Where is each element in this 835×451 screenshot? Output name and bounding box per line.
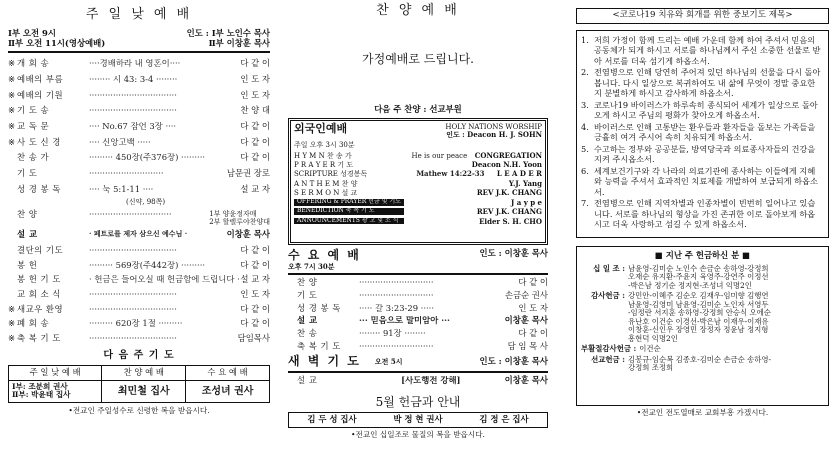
- order-row: [8, 169, 270, 179]
- prayer-item: [581, 100, 823, 121]
- offering-line: 오재순 유지환-주윤지 육영주-강연주 이정선: [628, 272, 769, 282]
- prayer-column: [570, 0, 835, 451]
- order-row: [8, 153, 270, 163]
- row-label: 찬 송 가: [17, 152, 50, 163]
- row-person: [209, 210, 270, 226]
- row-mark: ※: [8, 120, 16, 131]
- family-worship-notice: 가정예배로 드립니다.: [362, 51, 474, 66]
- offering-line: 흥현덕 익명2인: [628, 333, 678, 343]
- wed-detail: ········ 91장 ········: [359, 328, 426, 338]
- intl-label: ANNOUNCEMENTS 광 고 및 소 식: [294, 218, 404, 225]
- prayer-item: [581, 166, 823, 198]
- row-person: 찬 양 대: [240, 105, 270, 116]
- wed-person: 손금순 권사: [504, 289, 548, 300]
- offering-line: 유난호 이건순 이경선-박은남 이재우-이재유: [628, 316, 769, 326]
- wed-person: 다 같 이: [518, 277, 548, 288]
- prayer-item-number: 7.: [581, 198, 589, 209]
- intl-person: J a y p e: [510, 197, 542, 207]
- row-mark: ※: [8, 58, 16, 69]
- row-mark: ※: [8, 318, 16, 329]
- offering-names: [628, 265, 769, 291]
- offering-line: 김봉규-임순복 김종호-김미순 손금순 송하영-: [628, 354, 772, 364]
- wed-detail: ··· 믿음으로 말미암아 ···: [359, 316, 450, 326]
- intl-person: REV J.K. CHANG: [476, 188, 542, 198]
- intl-label: H Y M N 찬 송 가: [294, 151, 352, 160]
- row-person: 설 교 자: [240, 183, 270, 194]
- intl-label: OFFERING & PRAYER 헌금 및 기도: [294, 199, 404, 206]
- offering-line: 남윤영-김미순 노인수 손금순 송하영-강정희: [628, 263, 769, 273]
- intl-row: [294, 208, 542, 216]
- money-name: 김 정 은 집사: [479, 414, 529, 425]
- row-detail: · 헌금은 들어오실 때 헌금함에 드립니다 ·: [89, 275, 240, 285]
- row-detail: ···· 신앙고백 ·····: [89, 137, 151, 147]
- wed-row: [288, 304, 548, 314]
- footer-note: •전교인 십일조로 물질의 복을 받읍시다.: [351, 430, 485, 440]
- offering-line: 강민안-이혜주 김순오 김재우-임미향 김행연: [628, 291, 769, 301]
- praise-title: 찬 양 예 배: [376, 3, 460, 18]
- intl-person: CONGREGATION: [474, 150, 542, 160]
- row-mark: ※: [8, 136, 16, 147]
- intl-label: P R A Y E R 기 도: [294, 160, 354, 169]
- offering-line: 남윤영-김영미 남윤영-김미순 노인자 서영두: [628, 299, 769, 309]
- wed-label: 설 교: [297, 315, 318, 326]
- wed-label: 찬 양: [297, 277, 318, 288]
- row-label: 기 도: [17, 167, 38, 178]
- wed-detail: ····· 갈 3:23-29 ·····: [359, 303, 434, 313]
- money-title: 5월 헌금과 안내: [375, 394, 461, 409]
- prayer-item-text: 저희 가정이 함께 드리는 예배 가운데 함께 하여 주셔서 믿음의 공동체가 되게 하시고 서로를 하나님께서 주신 소중한 선물로 받아 서로를 더욱 섬기게 하옵소서.: [594, 34, 821, 66]
- dawn-time: 오전 5시: [374, 357, 403, 367]
- row-mark: ※: [8, 303, 16, 314]
- order-row: [8, 106, 270, 116]
- intl-person: REV J.K. CHANG: [476, 207, 542, 217]
- intl-name: 외국인예배: [294, 122, 348, 136]
- offering-title: ■ 지난 주 헌금하신 분 ■: [654, 249, 751, 260]
- row-detail: ·································: [89, 289, 177, 299]
- intl-person: Deacon N.H. Yoon: [471, 159, 542, 169]
- row-label: 교 회 소 식: [17, 288, 61, 299]
- row-label: 사 도 신 경: [17, 136, 61, 147]
- intl-detail: Mathew 14:22-33: [416, 170, 485, 179]
- dawn-title: 새 벽 기 도: [288, 354, 361, 369]
- next-week-prayer-table: [8, 365, 270, 403]
- prayer-item-number: 2.: [581, 67, 589, 78]
- wed-time: 오후 7시 30분: [288, 262, 335, 272]
- row-person: 다 같 이: [240, 152, 270, 163]
- intl-label: S E R M O N 설 교: [294, 189, 358, 198]
- prayer-item-text: 수고하는 정부와 공공분들, 방역당국과 의료종사자들의 건강을 지켜 주시옵소서.: [594, 143, 816, 165]
- offering-groups: [581, 265, 824, 373]
- row-detail: ········· 620장 1절 ·········: [89, 319, 183, 329]
- row-mark: ※: [8, 73, 16, 84]
- wed-rows: [288, 278, 548, 351]
- prayer-item: [581, 122, 823, 143]
- wed-label: 성 경 봉 독: [297, 302, 341, 313]
- wed-label: 축 복 기 도: [297, 340, 341, 351]
- offering-label: 십 일 조 :: [593, 263, 625, 273]
- offering-names: [639, 345, 660, 354]
- wed-person: 다 같 이: [518, 327, 548, 338]
- divider: [8, 51, 270, 53]
- prayer-item-text: 코로나19 바이러스가 하루속히 종식되어 세계가 일상으로 돌아오게 하시고 주님의 평화가 찾아오게 하옵소서.: [594, 99, 818, 121]
- row-label: 봉 헌 기 도: [17, 274, 61, 285]
- offering-line: 이창훈-신인우 장영민 장정자 정윤남 정지형: [628, 325, 769, 335]
- intl-rows: [294, 152, 542, 226]
- offering-line: -임정란 서지훈 송하영-강정희 안승식 오에순: [628, 308, 771, 318]
- intl-worship-box: [288, 118, 548, 245]
- offering-line: -박은남 정기순 정지현-조성녀 익명2인: [628, 280, 752, 290]
- row-label: 설 교: [17, 229, 38, 240]
- row-detail: · 페트로를 제자 삼으신 예수님 ·: [89, 230, 188, 239]
- prayer-item-number: 4.: [581, 121, 589, 132]
- offering-group: [581, 292, 824, 343]
- choir-2: 2부 할렐루야찬양대: [209, 218, 270, 227]
- row-detail: ········· 569장(주442장) ·········: [89, 260, 206, 270]
- row-person: 이창훈 목사: [226, 229, 270, 240]
- table-header: 주 일 낮 예 배: [9, 366, 102, 381]
- table-cell-line: Ⅱ부: 박윤태 집사: [12, 390, 71, 400]
- money-name: 김 두 성 집사: [307, 414, 357, 425]
- row-person: 인 도 자: [240, 89, 270, 100]
- row-person: 인 도 자: [240, 288, 270, 299]
- order-row: [8, 275, 270, 285]
- wed-title: 수 요 예 배: [288, 248, 361, 263]
- dawn-header: [288, 355, 548, 369]
- intl-row: [294, 170, 542, 178]
- dawn-row-right: 이창훈 목사: [504, 374, 548, 385]
- order-row: [8, 319, 270, 329]
- order-row: [8, 185, 270, 195]
- service-1-time: Ⅰ부 오전 9시: [8, 27, 56, 38]
- next-week-title: 다 음 주 기 도: [103, 349, 175, 361]
- table-cell: 조성녀 권사: [186, 380, 270, 402]
- sunday-worship-column: [0, 0, 278, 451]
- wed-person: 담 임 목 사: [507, 340, 548, 351]
- footer-note: •전교인 전도열매로 교회부흥 가겠시다.: [636, 407, 769, 417]
- prayer-title: <코로나19 치유와 회개를 위한 중보기도 제목>: [576, 8, 829, 24]
- intl-header-right: [445, 123, 542, 139]
- wed-label: 기 도: [297, 289, 318, 300]
- row-person: 인 도 자: [240, 73, 270, 84]
- wed-row: [288, 342, 548, 352]
- intl-header: [294, 123, 542, 139]
- row-person: 다 같 이: [240, 259, 270, 270]
- praise-worship-column: [282, 0, 554, 451]
- table-cell: 최민철 집사: [102, 380, 186, 402]
- row-detail: ·······························: [89, 210, 172, 220]
- row-mark: ※: [8, 332, 16, 343]
- wed-row: [288, 329, 548, 339]
- order-row: [8, 122, 270, 132]
- order-row: [8, 210, 270, 226]
- row-detail: ········ 시 43: 3-4 ········: [89, 74, 178, 84]
- prayer-item: [581, 198, 823, 230]
- offering-line: 이건순: [639, 344, 661, 354]
- intl-time: 주일 오후 3시 30분: [294, 141, 355, 150]
- row-label: 예배의 기원: [17, 89, 64, 100]
- prayer-item-text: 전염병으로 인해 당연히 주어져 있던 하나님의 선물을 다시 돌아봅니다. 다시 일상으로 복귀하여도 내 삶에 무엇이 정말 중요한지 분별하게 하시고 감사하게 하옵소서.: [594, 67, 821, 99]
- row-mark: ※: [8, 89, 16, 100]
- table-cell: [9, 380, 102, 402]
- intl-label: SCRIPTURE 성경봉독: [294, 170, 368, 179]
- wed-detail: ····························: [359, 278, 434, 288]
- row-person: 다 같 이: [240, 318, 270, 329]
- prayer-item-number: 1.: [581, 34, 589, 45]
- intl-row: [294, 152, 542, 160]
- offering-group: [581, 265, 824, 291]
- order-row: [8, 59, 270, 69]
- row-person: 담임목사: [237, 332, 270, 343]
- sunday-title: 주 일 낮 예 배: [85, 7, 193, 22]
- wed-detail: ····························: [359, 290, 434, 300]
- order-row: [8, 138, 270, 148]
- order-of-worship: [8, 59, 270, 343]
- next-choir: 다음 주 찬양 : 선교부원: [374, 103, 462, 114]
- intl-leader: 인도 : Deacon H. J. SOHN: [446, 130, 542, 140]
- prayer-item-number: 3.: [581, 99, 589, 110]
- intl-eng-title: HOLY NATIONS WORSHIP: [445, 123, 542, 132]
- row-person: 다 같 이: [240, 303, 270, 314]
- wed-row: [288, 278, 548, 288]
- footer-note: •전교인 주일성수로 신령한 복을 받읍시다.: [68, 406, 210, 416]
- service-1-leader: 인도 : Ⅰ부 노인수 목사: [186, 27, 270, 38]
- service-row-2: [8, 39, 270, 52]
- wed-person: 인 도 자: [518, 302, 548, 313]
- dawn-leader: 인도 : 이창훈 목사: [479, 356, 548, 367]
- offering-group: [581, 345, 824, 354]
- row-detail: ·································: [89, 245, 177, 255]
- prayer-list: [581, 35, 823, 230]
- table-header: 수 요 예 배: [186, 366, 270, 381]
- row-detail: ········· 450장(주376장) ·········: [89, 153, 206, 163]
- prayer-item: [581, 35, 823, 67]
- row-label: 새교우 환영: [17, 303, 64, 314]
- prayer-item: [581, 144, 823, 165]
- row-detail: ···· 눅 5:1-11 ····: [89, 184, 154, 194]
- offering-label: 부활절감사헌금 :: [581, 344, 637, 354]
- order-row: [8, 305, 270, 315]
- wed-leader: 인도 : 이창훈 목사: [479, 248, 548, 259]
- intl-row: [294, 180, 542, 188]
- row-label: 봉 헌: [17, 259, 38, 270]
- offering-label: 감사헌금 :: [591, 291, 625, 301]
- row-person: 다 같 이: [240, 244, 270, 255]
- row-detail: ·································: [89, 106, 177, 116]
- service-2-leader: Ⅱ부 이창훈 목사: [208, 37, 270, 48]
- intl-label: BENEDICTION 축 복 기 도: [294, 208, 404, 215]
- row-label: 축 복 기 도: [17, 332, 61, 343]
- row-mark: ※: [8, 105, 16, 116]
- row-label: 결단의 기도: [17, 244, 64, 255]
- row-detail: ·································: [89, 304, 177, 314]
- wed-person: 이창훈 목사: [504, 315, 548, 326]
- dawn-row-mid: [사도행전 강해]: [401, 375, 461, 385]
- prayer-item: [581, 67, 823, 99]
- intl-label: A N T H E M 찬 양: [294, 179, 358, 188]
- prayer-item-number: 6.: [581, 165, 589, 176]
- row-label: 개 회 송: [17, 58, 50, 69]
- wed-label: 찬 송: [297, 327, 318, 338]
- money-name: 박 정 현 권사: [393, 414, 443, 425]
- wed-row: [288, 291, 548, 301]
- row-label: 기 도 송: [17, 105, 50, 116]
- offering-line: 강정희 조정희: [628, 363, 674, 373]
- row-detail: ····경배하라 내 영혼이····: [89, 59, 181, 69]
- intl-detail: He is our peace: [411, 151, 468, 160]
- row-person: 다 같 이: [240, 136, 270, 147]
- money-names: [288, 412, 548, 428]
- offering-names: [628, 356, 771, 373]
- next-week-section: [8, 350, 270, 416]
- order-row: [8, 75, 270, 85]
- order-row: [8, 246, 270, 256]
- prayer-item-text: 세계보건기구와 각 나라의 의료기관에 종사하는 이들에게 지혜와 능력을 주셔서 효과적인 치료제를 개발하여 보급되게 하옵소서.: [594, 165, 818, 197]
- offering-label: 선교헌금 :: [591, 354, 625, 364]
- dawn-row: [288, 376, 548, 386]
- offering-box: [576, 246, 829, 406]
- prayer-item-text: 전염병으로 인해 지역차별과 인종차별이 빈번히 일어나고 있습니다. 서로를 하나님의 형상을 가진 존귀한 이로 돌아보게 하옵시고 더욱 사랑하고 섬길 수 있게 하옵소서.: [594, 198, 816, 230]
- intl-person: L E A D E R: [496, 169, 542, 179]
- intl-row: [294, 161, 542, 169]
- scripture-sub: (신약, 98쪽): [126, 198, 166, 207]
- row-label: 예배의 부름: [17, 73, 64, 84]
- intl-person: Elder S. H. CHO: [479, 216, 542, 226]
- row-detail: ···· No.67 잠언 3장 ····: [89, 121, 177, 131]
- row-label: 폐 회 송: [17, 318, 50, 329]
- order-row: [8, 91, 270, 101]
- prayer-item-text: 바이러스로 인해 고통받는 환우들과 환자들을 돌보는 가족들을 긍휼히 여겨 주시어 속히 치유되게 하옵소서.: [594, 121, 816, 143]
- prayer-list-box: [576, 30, 829, 238]
- offering-names: [628, 292, 771, 343]
- order-row: [8, 290, 270, 300]
- row-label: 교 독 문: [17, 120, 50, 131]
- row-person: 설 교 자: [240, 274, 270, 285]
- order-row: [8, 334, 270, 344]
- prayer-item-number: 5.: [581, 143, 589, 154]
- intl-row: [294, 218, 542, 226]
- divider: [288, 371, 548, 373]
- wed-row: [288, 316, 548, 326]
- intl-row: [294, 189, 542, 197]
- row-person: 남문권 장로: [226, 167, 270, 178]
- service-2-time: Ⅱ부 오전 11시(영상예배): [8, 37, 106, 48]
- intl-row: [294, 199, 542, 207]
- divider: [288, 273, 548, 275]
- row-label: 성 경 봉 독: [17, 183, 61, 194]
- row-person: 다 같 이: [240, 58, 270, 69]
- table-cell-line: Ⅰ부: 조분희 권사: [12, 381, 68, 391]
- row-detail: ····························: [89, 168, 164, 178]
- intl-person: Y.J. Yang: [508, 178, 542, 188]
- offering-group: [581, 356, 824, 373]
- table-header: 찬 양 예 배: [102, 366, 186, 381]
- sermon-row: [8, 230, 270, 240]
- row-detail: ·································: [89, 333, 177, 343]
- wed-detail: ····························: [359, 341, 434, 351]
- row-detail: ·································: [89, 90, 177, 100]
- row-person: 다 같 이: [240, 120, 270, 131]
- row-label: 찬 양: [17, 209, 38, 220]
- dawn-row-label: 설 교: [297, 374, 318, 385]
- wed-header: [288, 249, 548, 263]
- order-row: [8, 261, 270, 271]
- choir-1: 1부 양윤정자매: [209, 210, 257, 219]
